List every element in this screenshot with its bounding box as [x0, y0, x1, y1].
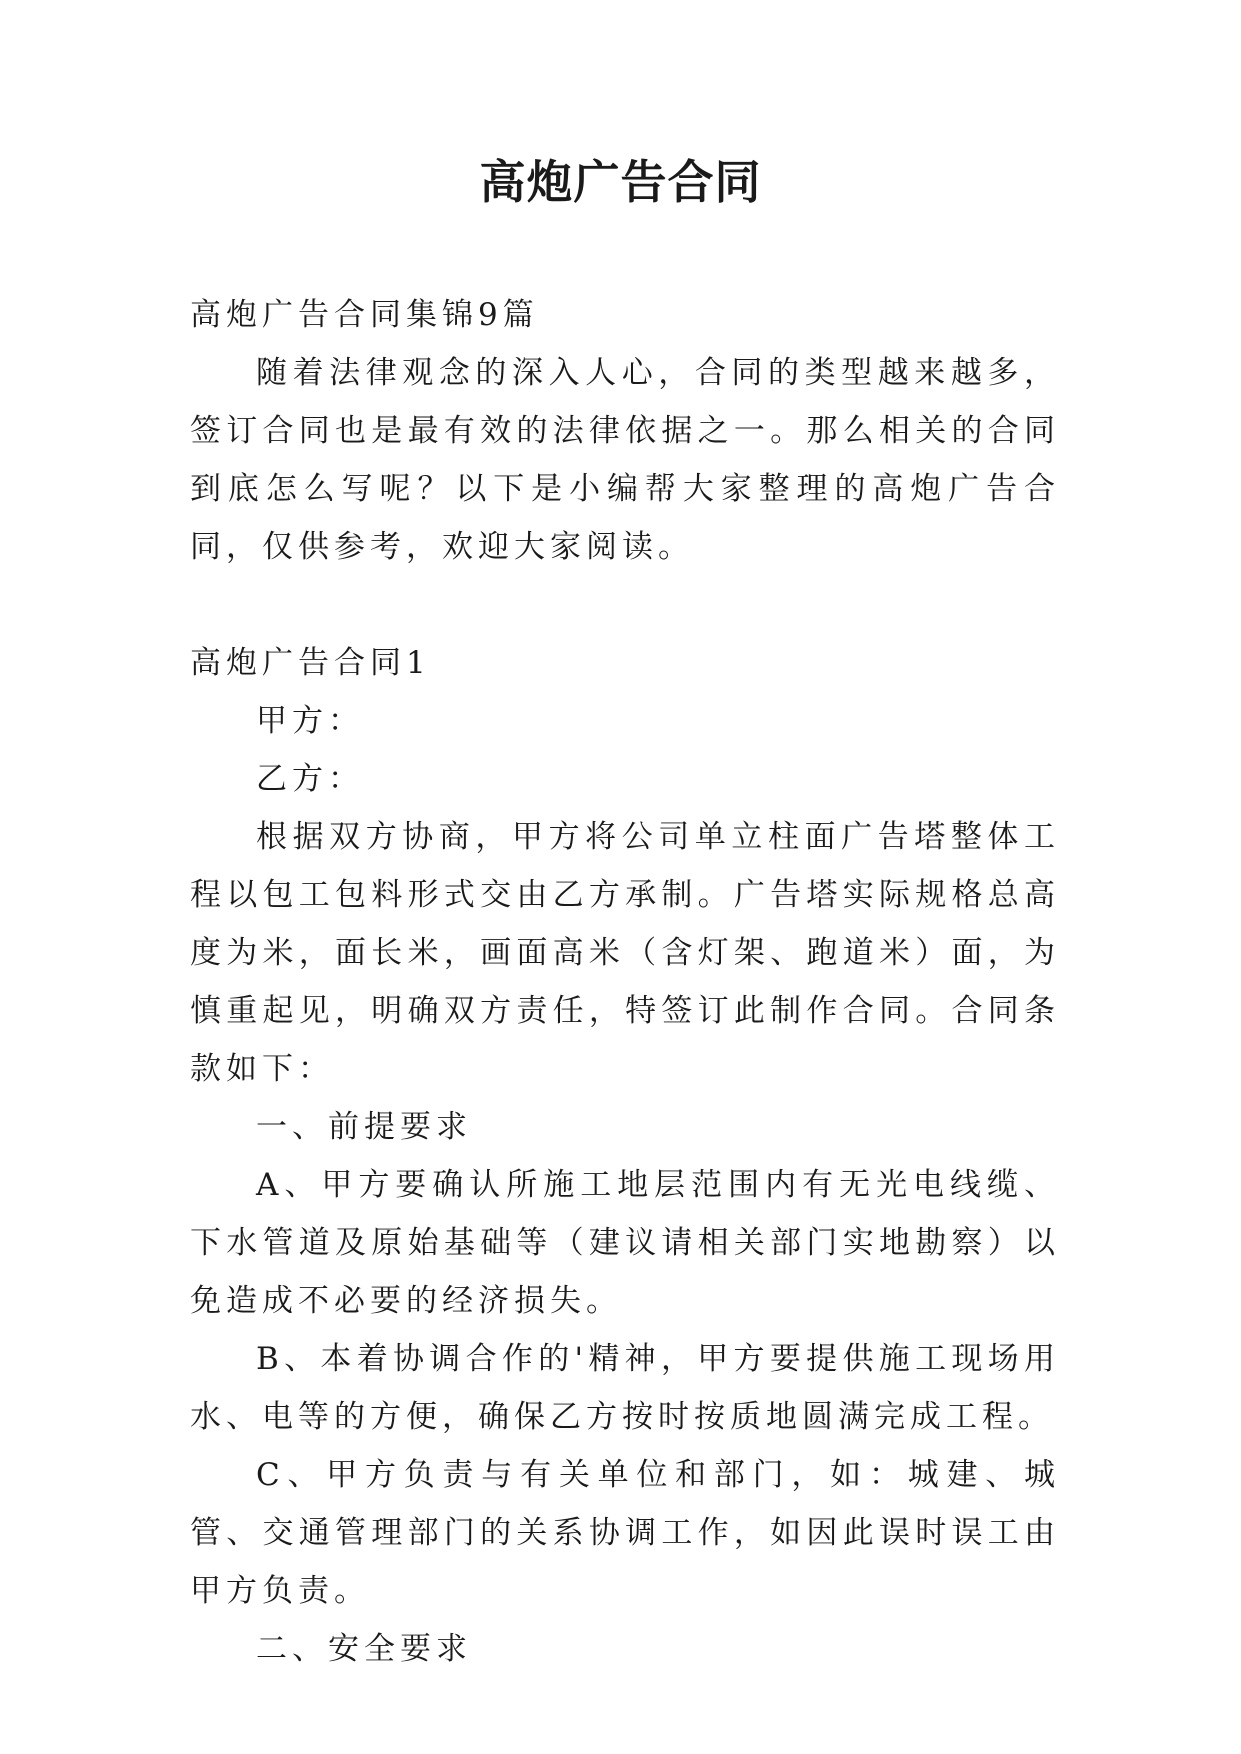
section-title: 高炮广告合同1 — [190, 645, 431, 681]
party-b-line: 乙方： — [256, 761, 364, 797]
document-body — [190, 286, 1060, 1678]
paragraph-gap — [190, 576, 1060, 634]
clause-a: A、甲方要确认所施工地层范围内有无光电线缆、下水管道及原始基础等（建议请相关部门实地勘察）以免造成不必要的经济损失。 — [190, 1167, 1060, 1319]
preamble-paragraph: 根据双方协商，甲方将公司单立柱面广告塔整体工程以包工包料形式交由乙方承制。广告塔实际规格总高度为米，面长米，画面高米（含灯架、跑道米）面，为慎重起见，明确双方责任，特签订此制作合同。合同条款如下： — [190, 819, 1060, 1087]
collection-subtitle: 高炮广告合同集锦9篇 — [190, 297, 539, 333]
heading-prerequisites: 一、前提要求 — [256, 1109, 472, 1145]
intro-paragraph: 随着法律观念的深入人心，合同的类型越来越多，签订合同也是最有效的法律依据之一。那么相关的合同到底怎么写呢？以下是小编帮大家整理的高炮广告合同，仅供参考，欢迎大家阅读。 — [190, 355, 1060, 565]
party-a-line: 甲方： — [256, 703, 364, 739]
clause-b: B、本着协调合作的'精神，甲方要提供施工现场用水、电等的方便，确保乙方按时按质地圆满完成工程。 — [190, 1341, 1060, 1435]
clause-c: C、甲方负责与有关单位和部门，如：城建、城管、交通管理部门的关系协调工作，如因此误时误工由甲方负责。 — [190, 1457, 1060, 1609]
heading-safety: 二、安全要求 — [256, 1631, 472, 1667]
document-title: 高炮广告合同 — [479, 155, 762, 209]
